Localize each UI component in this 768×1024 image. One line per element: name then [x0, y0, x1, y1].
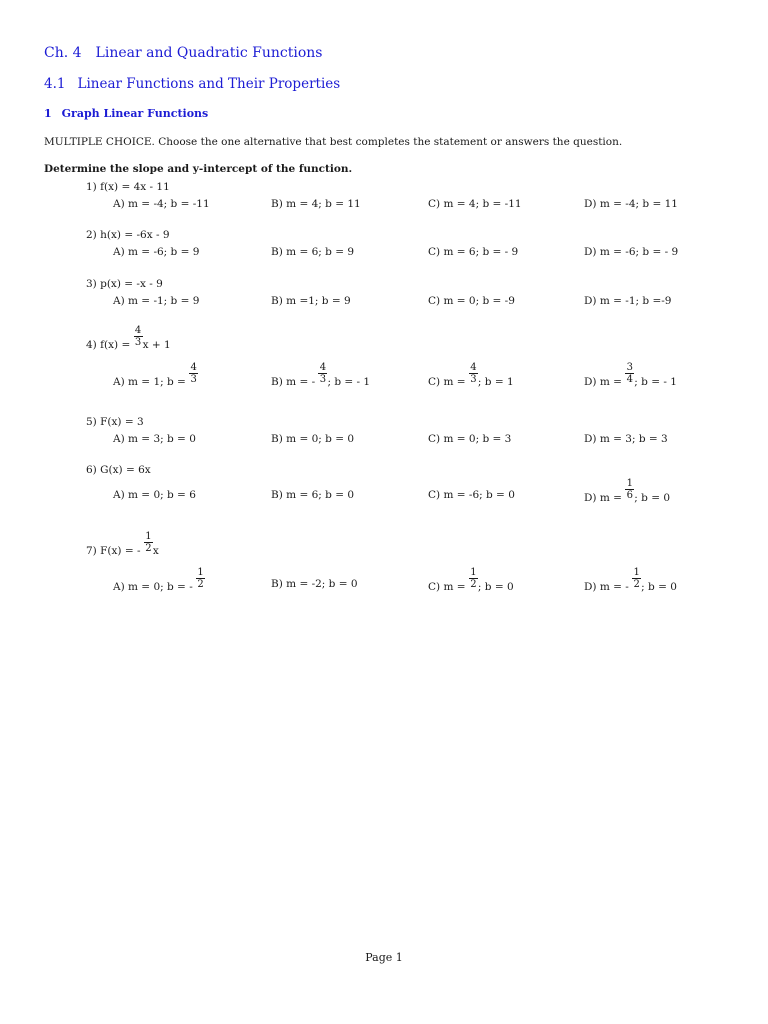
question-7-option-c: [428, 567, 514, 593]
question-7-prompt: [86, 531, 159, 557]
question-6-option-d: [584, 478, 671, 504]
chapter-number: Ch. 4: [44, 45, 82, 61]
objective-name: Graph Linear Functions: [61, 107, 209, 120]
option-text: A) m = 1; b =: [113, 376, 190, 388]
option-text: D) m =: [584, 492, 626, 504]
option-text-suffix: ; b = - 1: [634, 376, 677, 388]
question-1-option-a: A) m = -4; b = -11: [113, 198, 210, 210]
question-1-option-b: B) m = 4; b = 11: [271, 198, 361, 210]
option-text: C) m =: [428, 376, 469, 388]
section-name: Linear Functions and Their Properties: [77, 76, 341, 92]
question-5-prompt: 5) F(x) = 3: [86, 416, 144, 428]
fraction-numerator: 4: [190, 362, 197, 373]
option-text-suffix: ; b = - 1: [327, 376, 371, 388]
fraction-numerator: 4: [134, 325, 142, 336]
option-text-suffix: ; b = 1: [477, 376, 514, 388]
option-fraction: [196, 567, 205, 590]
question-2-prompt: 2) h(x) = -6x - 9: [86, 229, 170, 241]
question-2-option-c: C) m = 6; b = - 9: [428, 246, 519, 258]
fraction-numerator: 1: [626, 478, 633, 489]
option-text-suffix: ; b = 0: [477, 581, 514, 593]
question-7-option-a: [113, 567, 205, 593]
fraction-numerator: 1: [470, 567, 477, 578]
page-number: Page 1: [365, 951, 403, 964]
question-7-option-d: [584, 567, 677, 593]
question-6-option-b: B) m = 6; b = 0: [271, 489, 355, 501]
question-6-prompt: 6) G(x) = 6x: [86, 464, 151, 476]
option-text: B) m = -: [271, 376, 319, 388]
fraction-numerator: 4: [470, 362, 477, 373]
fraction-denominator: 3: [190, 374, 197, 385]
fraction-denominator: 4: [626, 374, 633, 385]
question-4-option-b: [271, 362, 371, 388]
question-4-option-c: [428, 362, 514, 388]
question-3-option-a: A) m = -1; b = 9: [113, 295, 200, 307]
option-fraction: [632, 567, 641, 590]
fraction-denominator: 2: [197, 579, 204, 590]
question-3-option-c: C) m = 0; b = -9: [428, 295, 515, 307]
fraction-denominator: 2: [633, 579, 640, 590]
question-5-option-d: D) m = 3; b = 3: [584, 433, 668, 445]
option-text-suffix: ; b = 0: [641, 581, 677, 593]
question-7-prompt-suffix: x: [152, 545, 159, 557]
directions-text: Determine the slope and y-intercept of the function.: [44, 163, 353, 175]
section-title: [44, 76, 340, 92]
question-2-option-b: B) m = 6; b = 9: [271, 246, 355, 258]
option-text-suffix: ; b = 0: [634, 492, 671, 504]
fraction-denominator: 3: [470, 374, 477, 385]
question-7-prompt-fraction: [144, 531, 153, 554]
section-number: 4.1: [44, 76, 66, 92]
objective-title: [44, 107, 208, 120]
option-text: A) m = 0; b = -: [113, 581, 197, 593]
chapter-title: [44, 45, 322, 61]
question-5-option-a: A) m = 3; b = 0: [113, 433, 196, 445]
question-4-option-d: [584, 362, 677, 388]
option-fraction: [469, 567, 478, 590]
fraction-denominator: 2: [145, 543, 152, 554]
question-3-option-d: D) m = -1; b =-9: [584, 295, 672, 307]
question-6-option-c: C) m = -6; b = 0: [428, 489, 515, 501]
fraction-numerator: 1: [633, 567, 640, 578]
question-6-option-a: A) m = 0; b = 6: [113, 489, 196, 501]
option-fraction: [625, 362, 634, 385]
instructions-text: MULTIPLE CHOICE. Choose the one alternative that best completes the statement or answers the question.: [44, 136, 623, 148]
question-5-option-c: C) m = 0; b = 3: [428, 433, 512, 445]
question-4-prompt: [86, 325, 171, 351]
question-3-option-b: B) m =1; b = 9: [271, 295, 351, 307]
option-text: D) m =: [584, 376, 626, 388]
chapter-name: Linear and Quadratic Functions: [95, 45, 323, 61]
option-text: C) m =: [428, 581, 469, 593]
fraction-denominator: 3: [319, 374, 327, 385]
option-fraction: [625, 478, 634, 501]
question-2-option-d: D) m = -6; b = - 9: [584, 246, 679, 258]
option-fraction: [469, 362, 478, 385]
question-5-option-b: B) m = 0; b = 0: [271, 433, 355, 445]
option-fraction: [189, 362, 198, 385]
option-text: D) m = -: [584, 581, 633, 593]
objective-number: 1: [44, 107, 52, 120]
fraction-numerator: 1: [145, 531, 152, 542]
question-1-option-d: D) m = -4; b = 11: [584, 198, 678, 210]
question-4-prompt-fraction: [134, 325, 143, 348]
question-2-option-a: A) m = -6; b = 9: [113, 246, 200, 258]
fraction-denominator: 2: [470, 579, 477, 590]
option-fraction: [318, 362, 327, 385]
question-4-prompt-prefix: 4) f(x) =: [86, 339, 134, 351]
question-4-prompt-suffix: x + 1: [142, 339, 171, 351]
question-1-option-c: C) m = 4; b = -11: [428, 198, 522, 210]
fraction-numerator: 1: [197, 567, 204, 578]
fraction-denominator: 6: [626, 490, 633, 501]
question-4-option-a: [113, 362, 198, 388]
question-3-prompt: 3) p(x) = -x - 9: [86, 278, 163, 290]
question-7-option-b: B) m = -2; b = 0: [271, 578, 358, 590]
question-1-prompt: 1) f(x) = 4x - 11: [86, 181, 170, 193]
fraction-denominator: 3: [134, 337, 142, 348]
fraction-numerator: 3: [626, 362, 633, 373]
question-7-prompt-prefix: 7) F(x) = -: [86, 545, 144, 557]
fraction-numerator: 4: [319, 362, 327, 373]
